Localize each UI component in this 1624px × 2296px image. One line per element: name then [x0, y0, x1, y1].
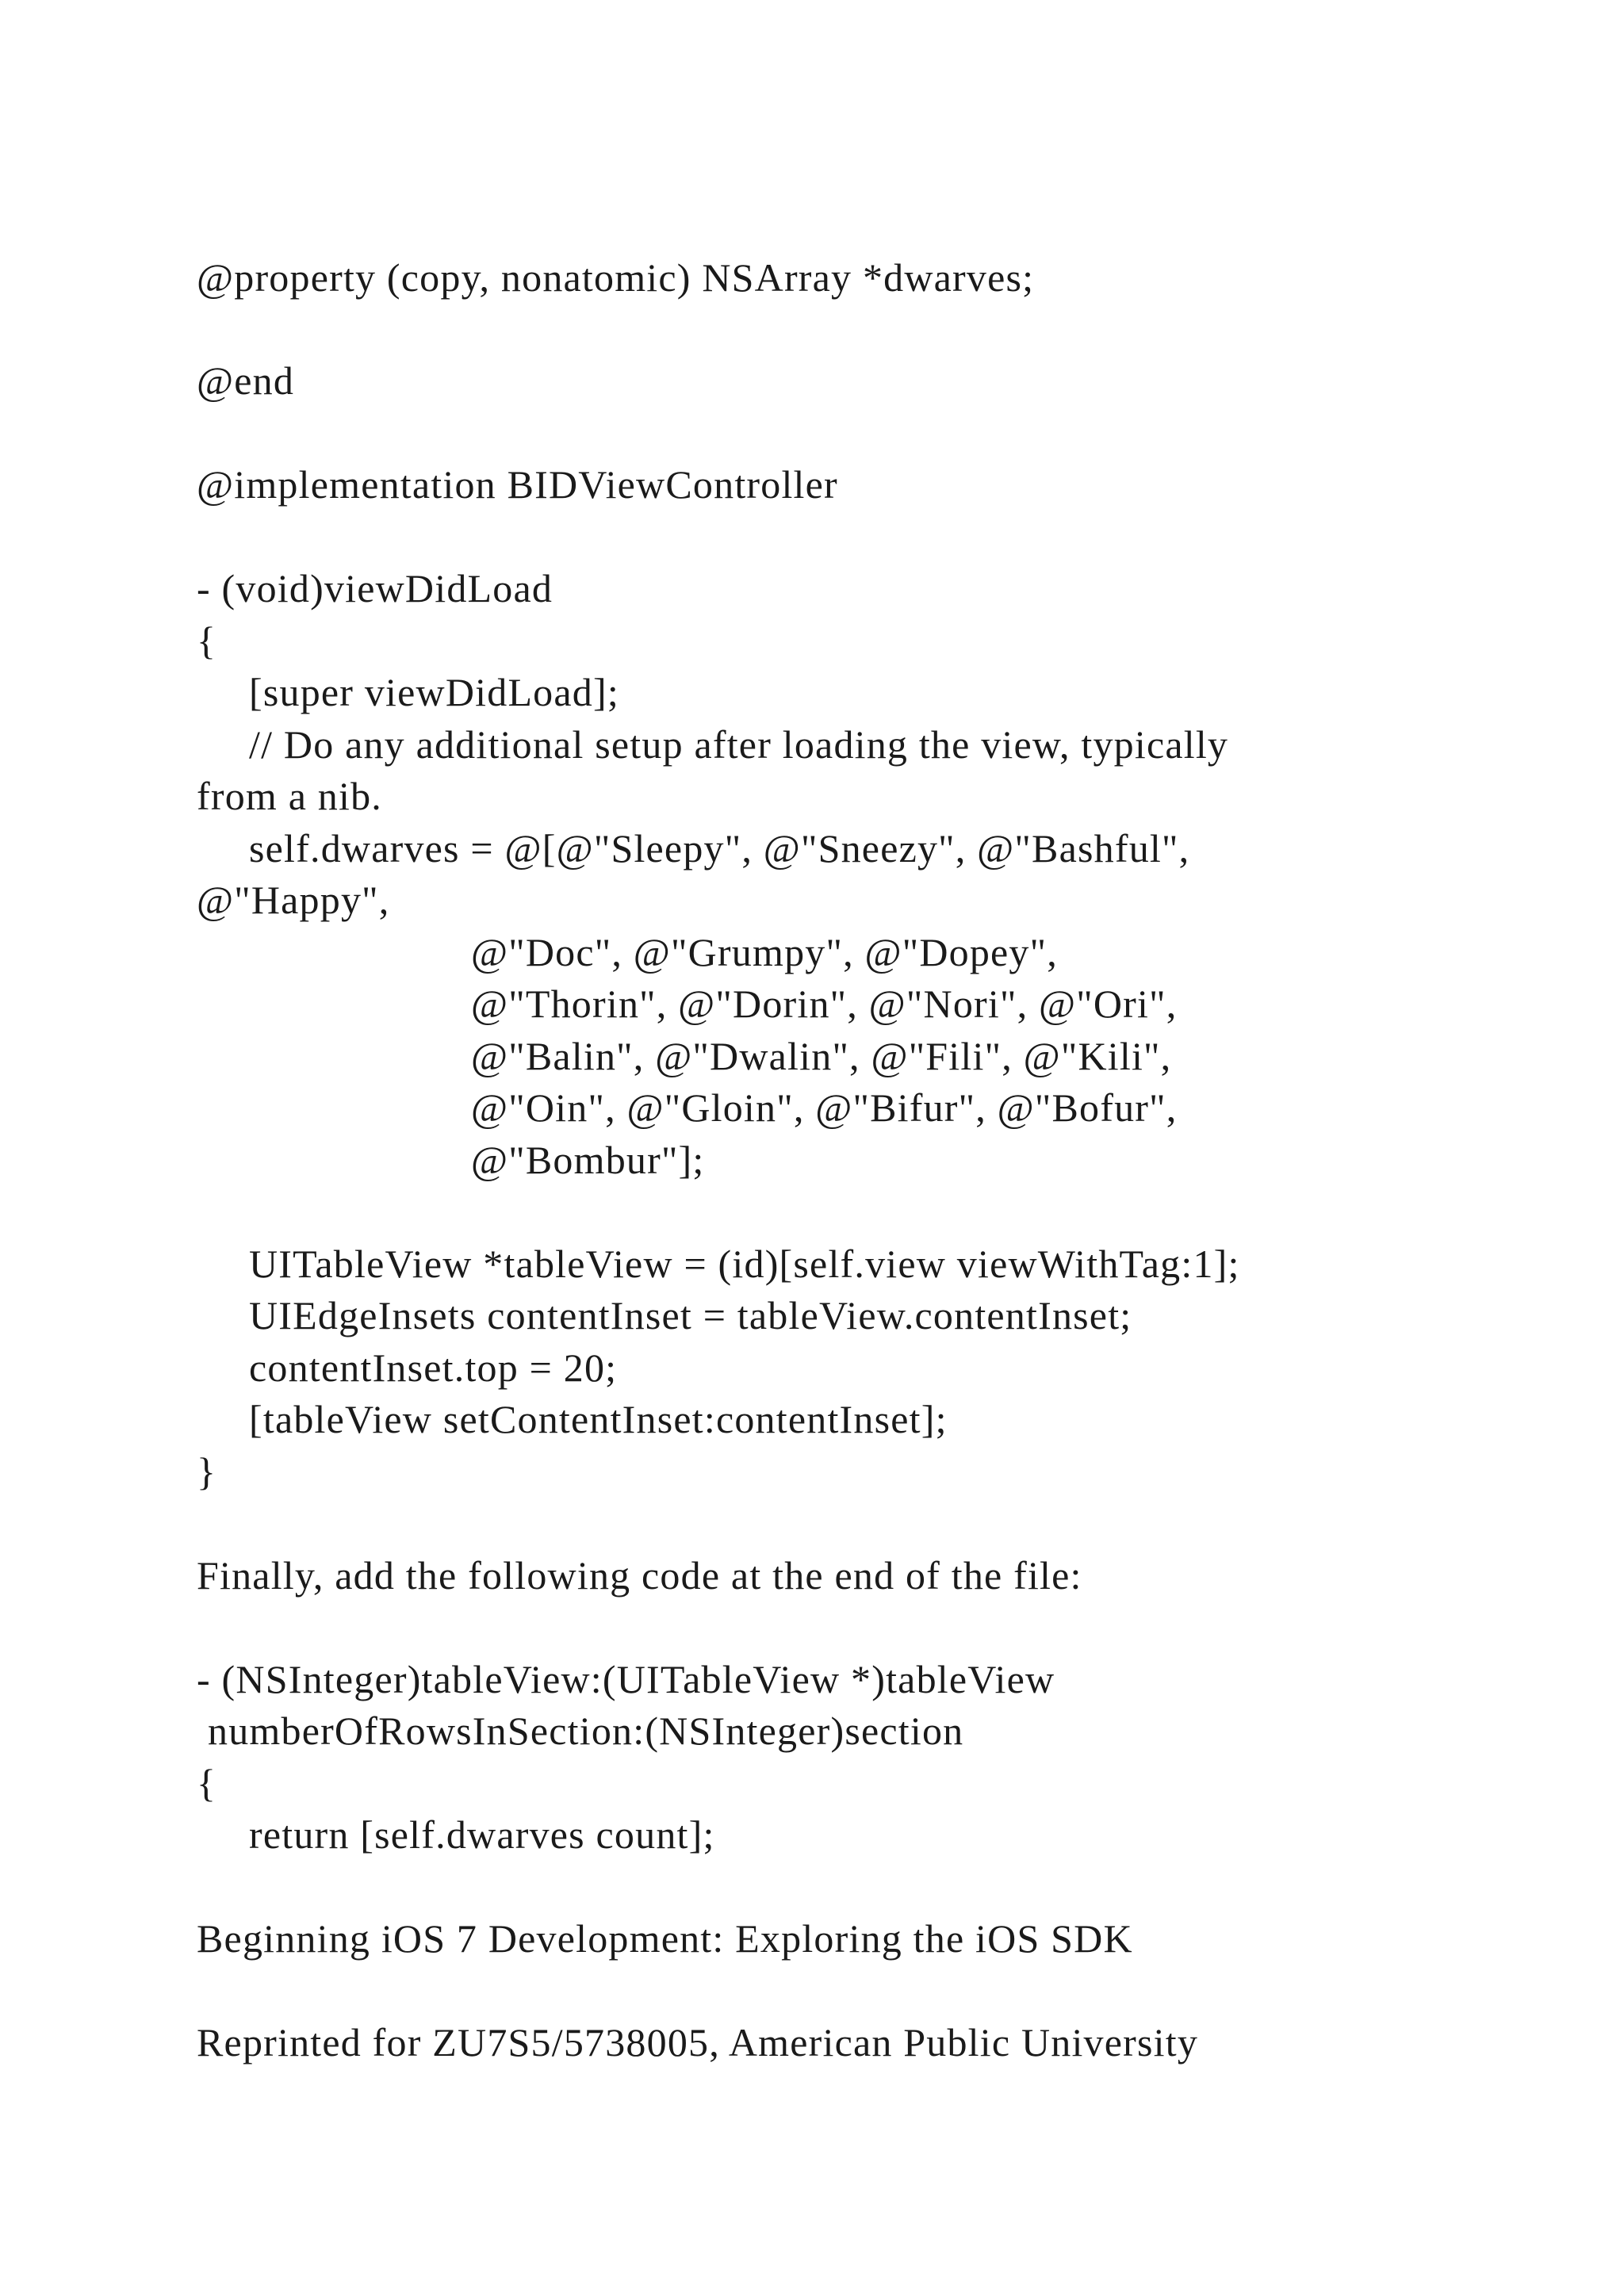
code-line-open-brace-2: {	[197, 1761, 217, 1805]
code-line-dwarves-thorin: @"Thorin", @"Dorin", @"Nori", @"Ori",	[471, 982, 1178, 1026]
code-line-dwarves-assign: self.dwarves = @[@"Sleepy", @"Sneezy", @"Bashful",	[249, 826, 1190, 871]
instruction-text: Finally, add the following code at the end of the file:	[197, 1553, 1082, 1598]
code-line-dwarves-oin: @"Oin", @"Gloin", @"Bifur", @"Bofur",	[471, 1085, 1178, 1130]
code-line-comment: // Do any additional setup after loading the view, typically	[249, 722, 1229, 767]
code-line-numberofrows-param: numberOfRowsInSection:(NSInteger)section	[208, 1709, 964, 1753]
code-line-close-brace: }	[197, 1449, 217, 1494]
code-line-implementation: @implementation BIDViewController	[197, 462, 838, 507]
code-line-dwarves-balin: @"Balin", @"Dwalin", @"Fili", @"Kili",	[471, 1034, 1172, 1078]
code-line-tableview: UITableView *tableView = (id)[self.view viewWithTag:1];	[249, 1242, 1240, 1286]
code-line-dwarves-happy: @"Happy",	[197, 878, 390, 922]
code-line-dwarves-bombur: @"Bombur"];	[471, 1138, 705, 1182]
code-line-setcontentinset: [tableView setContentInset:contentInset];	[249, 1397, 948, 1441]
code-line-dwarves-doc: @"Doc", @"Grumpy", @"Dopey",	[471, 930, 1058, 974]
code-line-property: @property (copy, nonatomic) NSArray *dwarves;	[197, 255, 1035, 300]
code-line-end: @end	[197, 358, 295, 403]
code-line-return-count: return [self.dwarves count];	[249, 1812, 715, 1857]
reprint-notice-footer: Reprinted for ZU7S5/5738005, American Public University	[197, 2020, 1199, 2064]
code-line-super-viewdidload: [super viewDidLoad];	[249, 670, 619, 714]
code-line-viewdidload-signature: - (void)viewDidLoad	[197, 566, 553, 610]
code-line-contentinset: UIEdgeInsets contentInset = tableView.contentInset;	[249, 1293, 1132, 1337]
code-line-numberofrows-signature: - (NSInteger)tableView:(UITableView *)tableView	[197, 1657, 1055, 1701]
code-line-comment-continued: from a nib.	[197, 774, 382, 818]
code-line-contentinset-top: contentInset.top = 20;	[249, 1345, 618, 1390]
code-line-open-brace: {	[197, 618, 217, 663]
book-title-footer: Beginning iOS 7 Development: Exploring the iOS SDK	[197, 1916, 1133, 1961]
